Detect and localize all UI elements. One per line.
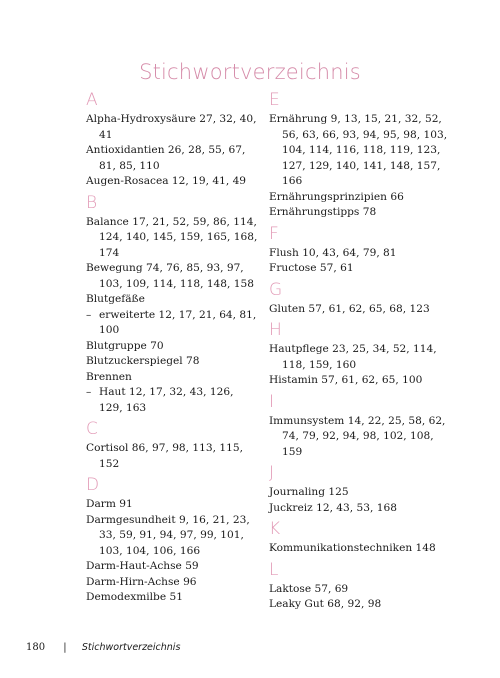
index-letter-heading: G (269, 279, 283, 300)
index-subentry (86, 308, 260, 339)
index-entry (269, 582, 449, 598)
index-entry (269, 597, 449, 613)
index-entry (269, 205, 449, 221)
index-entry-text: Hautpflege 23, 25, 34, 52, 114, 118, 159, 160 (269, 343, 437, 371)
index-entry-text: Blutzuckerspiegel 78 (86, 355, 200, 367)
index-entry-text: Histamin 57, 61, 62, 65, 100 (269, 374, 423, 386)
index-entry (269, 373, 449, 389)
index-entry-text: Laktose 57, 69 (269, 582, 349, 595)
index-entry (269, 112, 449, 190)
index-letter-heading: A (86, 90, 98, 110)
index-entry (86, 497, 260, 513)
index-entry (269, 541, 449, 557)
index-entry-text: Fructose 57, 61 (269, 262, 354, 274)
index-entry-text: Bewegung 74, 76, 85, 93, 97, 103, 109, 114, 118, 148, 158 (86, 262, 254, 290)
index-entry-text: Blutgefäße (86, 293, 145, 305)
index-entry-text: Kommunikationstechniken 148 (269, 542, 436, 554)
index-letter-heading: D (86, 475, 100, 495)
index-entry-text: Darm-Haut-Achse 59 (86, 560, 199, 572)
index-entry-text: Flush 10, 43, 64, 79, 81 (269, 246, 397, 259)
index-entry-text: Ernährungstipps 78 (269, 206, 377, 218)
index-letter-heading: E (269, 90, 280, 110)
index-entry-text: Gluten 57, 61, 62, 65, 68, 123 (269, 302, 430, 315)
index-entry (86, 441, 260, 472)
index-entry-text: Balance 17, 21, 52, 59, 86, 114, 124, 140, 145, 159, 165, 168, 174 (86, 215, 258, 259)
index-entry-text: Ernährung 9, 13, 15, 21, 32, 52, 56, 63, 66, 93, 94, 95, 98, 103, 104, 114, 116, 118, 119, 123, 127, 129, 140, 141, 148, 157, 166 (269, 113, 448, 187)
index-letter-heading: I (269, 391, 275, 412)
index-entry-text: Alpha-Hydroxysäure 27, 32, 40, 41 (86, 113, 257, 141)
index-entry-text: Juckreiz 12, 43, 53, 168 (269, 501, 397, 514)
index-entry-text: Journaling 125 (269, 486, 349, 498)
index-entry-text: Ernährungsprinzipien 66 (269, 190, 404, 203)
page-footer (26, 641, 180, 654)
index-letter-heading: H (269, 320, 282, 340)
index-entry-text: Leaky Gut 68, 92, 98 (269, 598, 382, 610)
index-letter-heading: L (269, 559, 279, 580)
index-entry (269, 485, 449, 501)
subentry-dash: – (86, 386, 92, 398)
index-entry-text: Cortisol 86, 97, 98, 113, 115, 152 (86, 442, 243, 470)
footer-section-title: Stichwortverzeichnis (81, 642, 181, 653)
index-entry (86, 292, 260, 308)
index-column-right (269, 89, 449, 613)
index-entry (86, 559, 260, 575)
index-entry (269, 414, 449, 461)
index-letter-heading: B (86, 192, 98, 213)
index-column-left (86, 89, 260, 606)
index-letter-heading: K (269, 519, 281, 539)
index-entry (86, 575, 260, 591)
index-entry (269, 261, 449, 277)
footer-separator: | (63, 642, 67, 653)
index-entry (86, 339, 260, 355)
index-entry (269, 190, 449, 206)
index-entry (86, 261, 260, 292)
index-entry (86, 112, 260, 143)
index-entry (269, 342, 449, 373)
index-entry (269, 501, 449, 517)
index-entry-text: Immunsystem 14, 22, 25, 58, 62, 74, 79, 92, 94, 98, 102, 108, 159 (269, 414, 446, 458)
index-entry-text: Darm-Hirn-Achse 96 (86, 575, 197, 588)
index-entry (86, 590, 260, 606)
index-subentry (86, 385, 260, 416)
index-entry (86, 215, 260, 262)
index-entry (86, 174, 260, 190)
index-entry-text: Antioxidantien 26, 28, 55, 67, 81, 85, 110 (86, 144, 246, 172)
index-entry (269, 302, 449, 318)
index-entry (86, 370, 260, 386)
subentry-dash: – (86, 308, 92, 321)
index-entry (86, 513, 260, 560)
index-entry-text: Blutgruppe 70 (86, 339, 164, 352)
index-entry-text: Haut 12, 17, 32, 43, 126, 129, 163 (99, 386, 234, 414)
index-entry-text: erweiterte 12, 17, 21, 64, 81, 100 (99, 308, 257, 336)
index-letter-heading: C (86, 419, 98, 439)
page-number: 180 (26, 642, 46, 653)
index-entry (269, 246, 449, 262)
page-title: Stichwortverzeichnis (139, 60, 361, 84)
index-entry-text: Brennen (86, 370, 132, 383)
index-entry-text: Darm 91 (86, 498, 133, 510)
index-entry-text: Darmgesundheit 9, 16, 21, 23, 33, 59, 91, 94, 97, 99, 101, 103, 104, 106, 166 (86, 513, 250, 557)
index-entry (86, 354, 260, 370)
index-letter-heading: J (269, 463, 275, 483)
index-entry-text: Demodexmilbe 51 (86, 591, 183, 603)
index-letter-heading: F (269, 223, 279, 244)
index-entry-text: Augen-Rosacea 12, 19, 41, 49 (86, 175, 247, 187)
index-entry (86, 143, 260, 174)
